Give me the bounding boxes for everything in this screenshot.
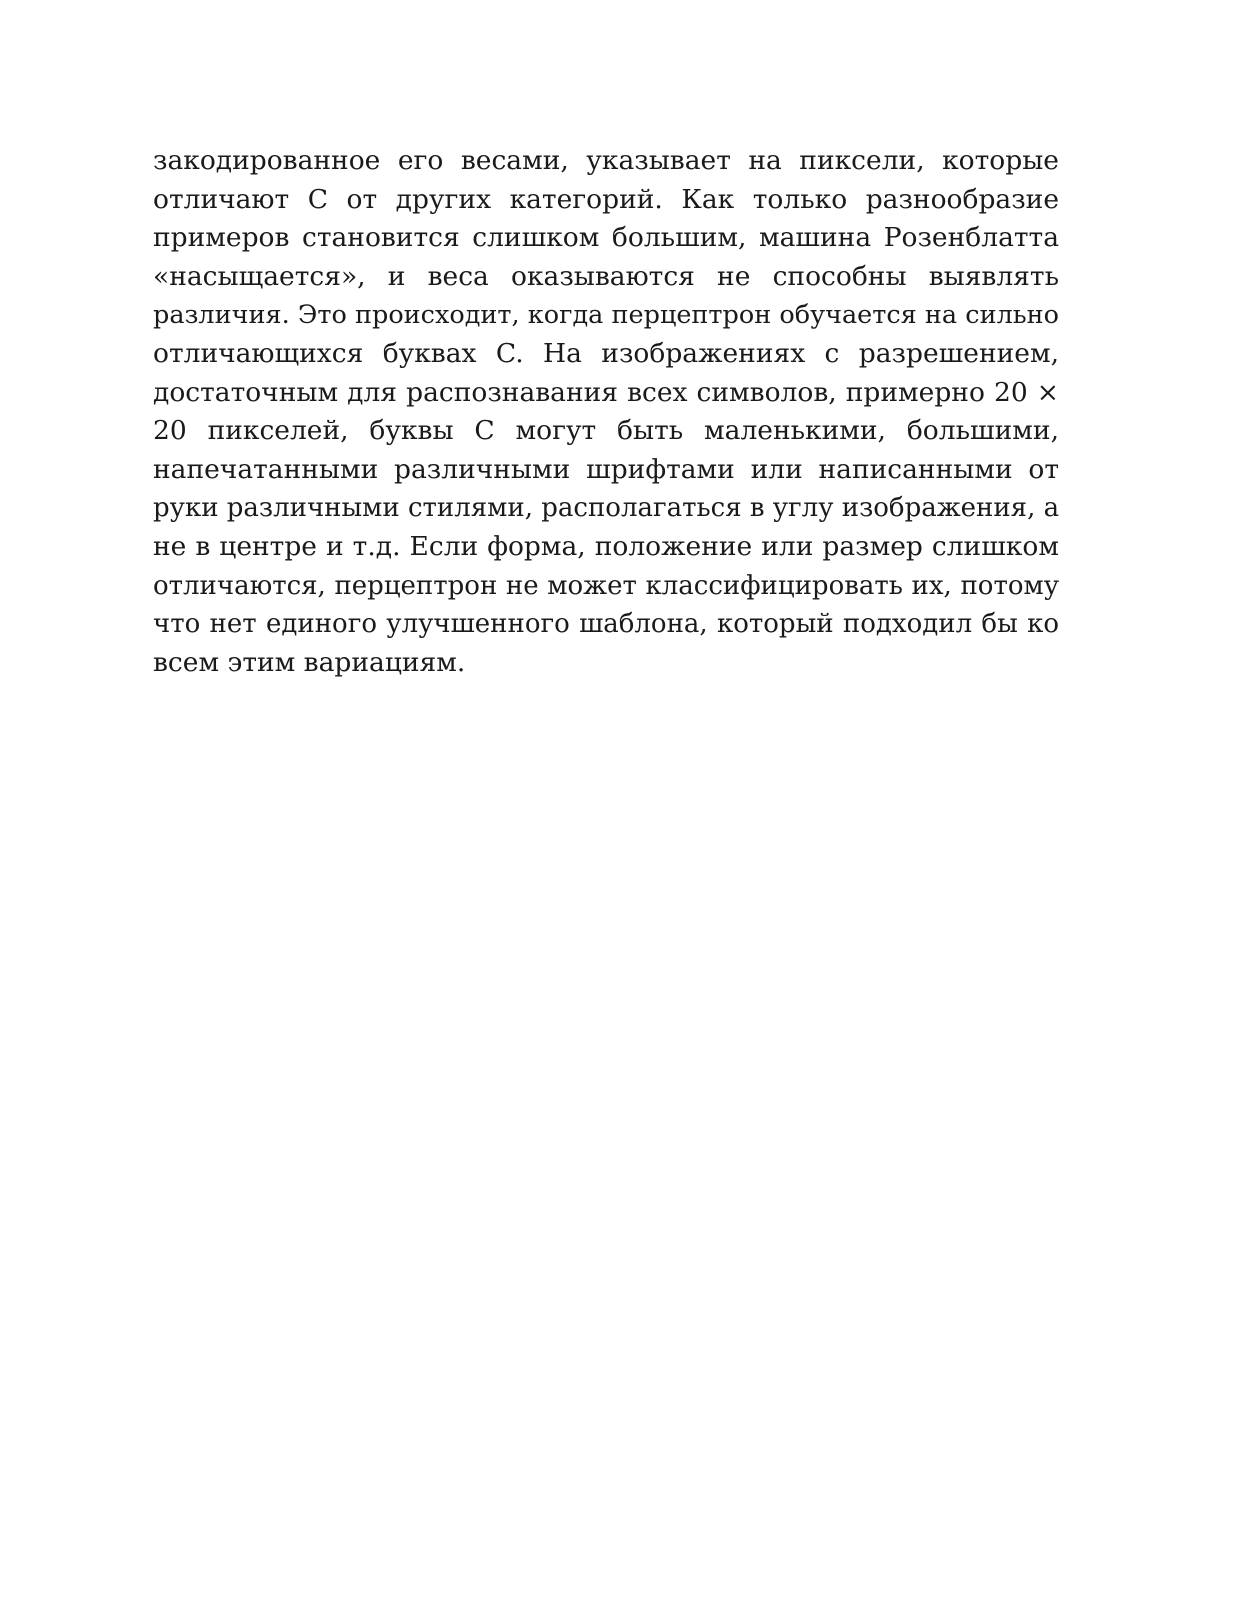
paragraph-line: закодированное его весами, указывает на пиксели, которые bbox=[153, 145, 1059, 176]
paragraph-line: не в центре и т.д. Если форма, положение или размер слишком bbox=[153, 530, 1059, 562]
body-paragraph bbox=[153, 142, 1059, 682]
paragraph-line: различия. Это происходит, когда перцептрон обучается на сильно bbox=[153, 300, 1059, 331]
paragraph-line: напечатанными различными шрифтами или написанными от bbox=[153, 453, 1059, 485]
paragraph-line: примеров становится слишком большим, машина Розенблатта bbox=[153, 222, 1059, 254]
paragraph-line: 20 пикселей, буквы C могут быть маленькими, большими, bbox=[153, 415, 1059, 447]
paragraph-line: «насыщается», и веса оказываются не способны выявлять bbox=[153, 260, 1059, 292]
paragraph-line: руки различными стилями, располагаться в углу изображения, а bbox=[153, 493, 1059, 524]
paragraph-line: всем этим вариациям. bbox=[153, 646, 466, 678]
paragraph-line: достаточным для распознавания всех символов, примерно 20 × bbox=[153, 376, 1059, 408]
paragraph-line: отличают C от других категорий. Как только разнообразие bbox=[153, 183, 1059, 215]
paragraph-line: что нет единого улучшенного шаблона, который подходил бы ко bbox=[153, 609, 1059, 640]
paragraph-line: отличающихся буквах C. На изображениях с разрешением, bbox=[153, 337, 1059, 369]
paragraph-line: отличаются, перцептрон не может классифицировать их, потому bbox=[153, 570, 1059, 601]
